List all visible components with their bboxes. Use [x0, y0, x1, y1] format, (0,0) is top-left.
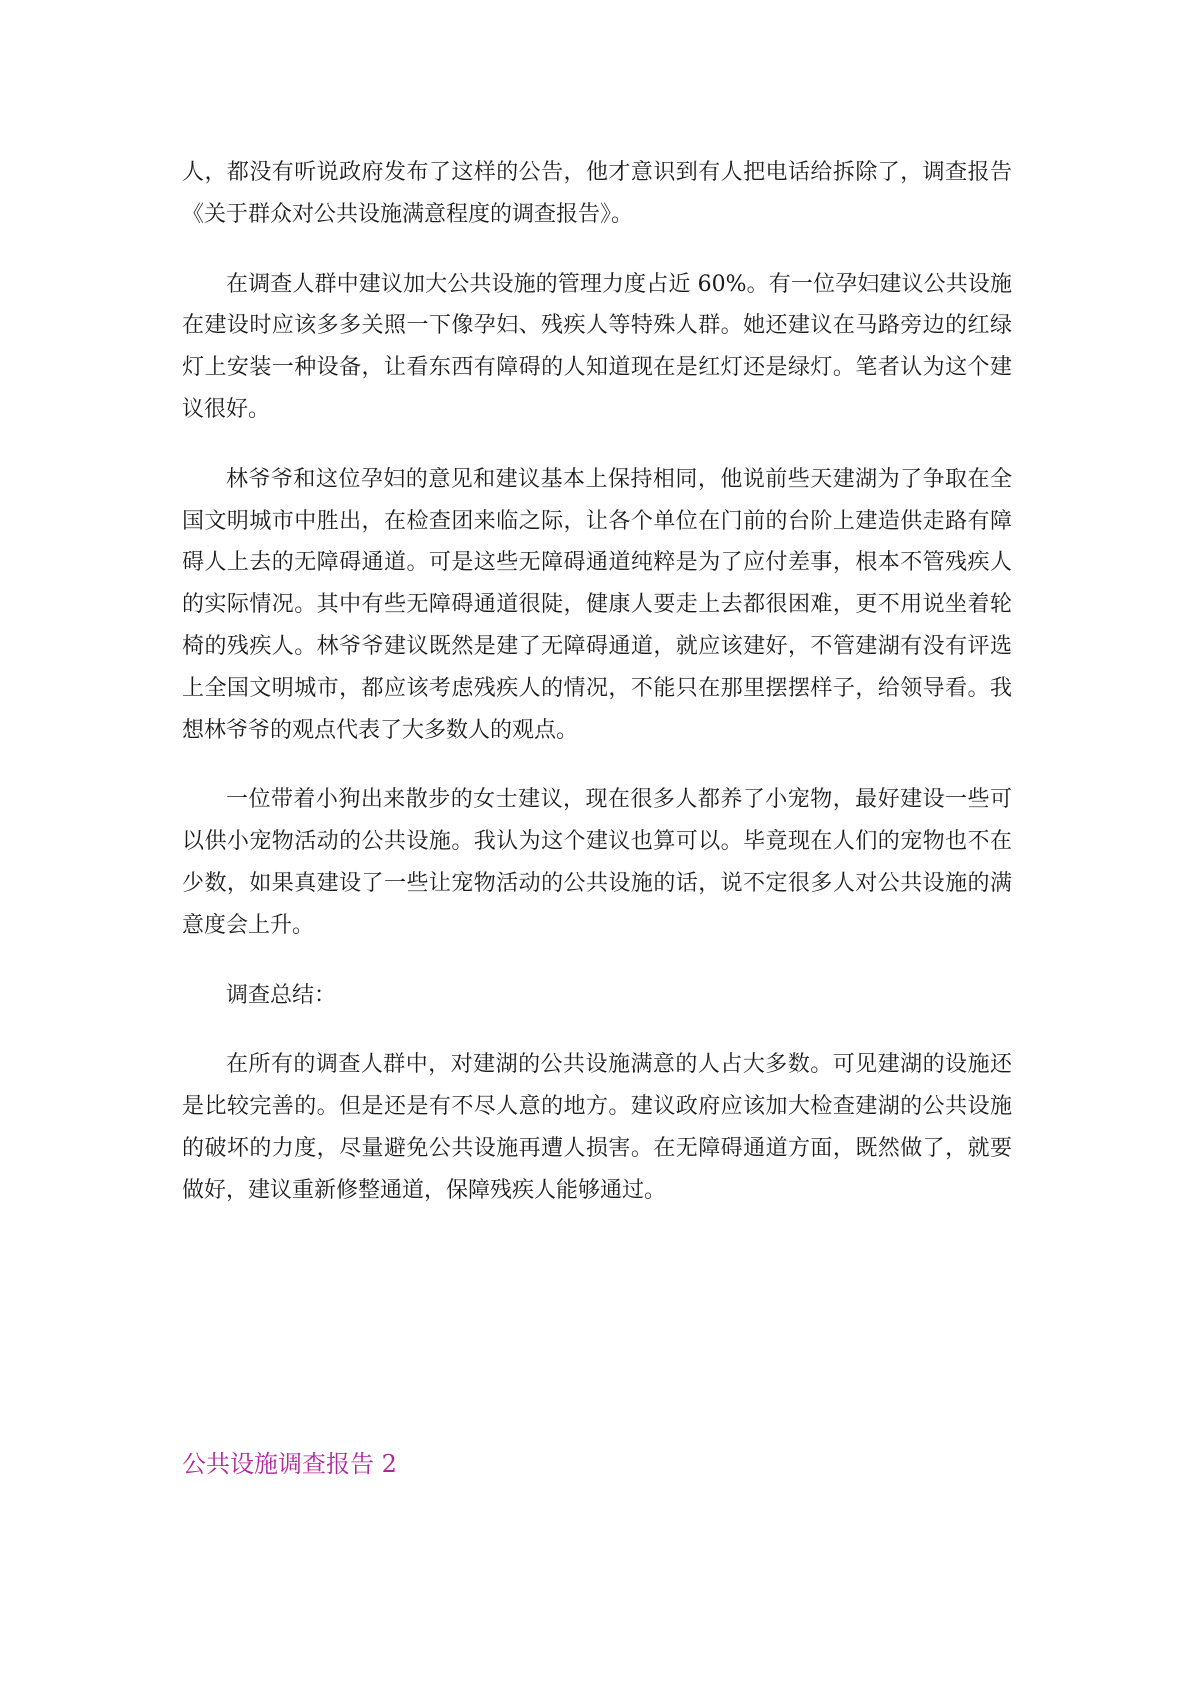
paragraph-pet-facilities-suggestion: 一位带着小狗出来散步的女士建议，现在很多人都养了小宠物，最好建设一些可以供小宠物活动的公共设施。我认为这个建议也算可以。毕竟现在人们的宠物也不在少数，如果真建设了一些让宠物活动的公共设施的话，说不定很多人对公共设施的满意度会上升。 — [182, 787, 1012, 938]
paragraph-summary: 在所有的调查人群中，对建湖的公共设施满意的人占大多数。可见建湖的设施还是比较完善的。但是还是有不尽人意的地方。建议政府应该加大检查建湖的公共设施的破坏的力度，尽量避免公共设施再遭人损害。在无障碍通道方面，既然做了，就要做好，建议重新修整通道，保障残疾人能够通过。 — [182, 1052, 1012, 1203]
document-body — [182, 152, 1012, 1240]
paragraph-summary-label: 调查总结： — [226, 982, 337, 1008]
section-heading-block — [182, 1444, 1012, 1484]
paragraph-pregnant-woman-suggestion: 在调查人群中建议加大公共设施的管理力度占近 60%。有一位孕妇建议公共设施在建设时应该多多关照一下像孕妇、残疾人等特殊人群。她还建议在马路旁边的红绿灯上安装一种设备，让看东西有障碍的人知道现在是红灯还是绿灯。笔者认为这个建议很好。 — [182, 271, 1012, 422]
paragraph-grandpa-lin-opinion: 林爷爷和这位孕妇的意见和建议基本上保持相同，他说前些天建湖为了争取在全国文明城市中胜出，在检查团来临之际，让各个单位在门前的台阶上建造供走路有障碍人上去的无障碍通道。可是这些无障碍通道纯粹是为了应付差事，根本不管残疾人的实际情况。其中有些无障碍通道很陡，健康人要走上去都很困难，更不用说坐着轮椅的残疾人。林爷爷建议既然是建了无障碍通道，就应该建好，不管建湖有没有评选上全国文明城市，都应该考虑残疾人的情况，不能只在那里摆摆样子，给领导看。我想林爷爷的观点代表了大多数人的观点。 — [182, 466, 1012, 743]
section-heading: 公共设施调查报告 2 — [182, 1450, 397, 1478]
paragraph-continuation: 人，都没有听说政府发布了这样的公告，他才意识到有人把电话给拆除了，调查报告《关于群众对公共设施满意程度的调查报告》。 — [182, 160, 1012, 227]
